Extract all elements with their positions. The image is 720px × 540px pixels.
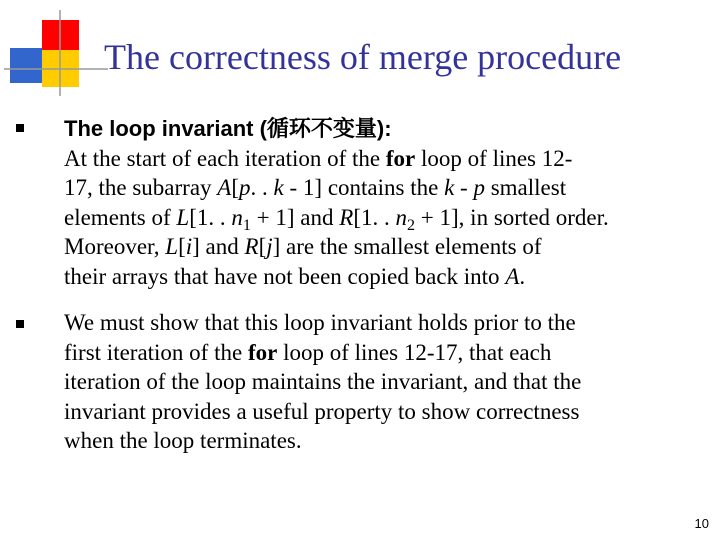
- bullet2-line-3: iteration of the loop maintains the invariant, and that the: [64, 369, 582, 394]
- bullet1-line-1: At the start of each iteration of the for loop of lines 12-: [64, 145, 573, 171]
- bullet-1: [64, 114, 704, 291]
- title-decoration: [0, 0, 110, 100]
- bullet-marker-1: [16, 124, 24, 132]
- bullet1-line-4: Moreover, L[i] and R[j] are the smallest elements of: [64, 234, 542, 259]
- deco-blue-square: [10, 48, 42, 83]
- bullet2-line-1: We must show that this loop invariant holds prior to the: [64, 310, 576, 335]
- bullet1-line-3: elements of L[1. . $n_1 + 1$] and R[1. . $n_2 + 1$], in sorted order.: [64, 204, 609, 234]
- bullet1-line-5: their arrays that have not been copied back into A.: [64, 263, 526, 289]
- bullet1-line-2: 17, the subarray A[p. . k - 1] contains the k - p smallest: [64, 175, 567, 200]
- bullet2-line-4: invariant provides a useful property to show correctness: [64, 398, 580, 424]
- bullet-marker-2: [16, 320, 24, 328]
- loop-invariant-heading: The loop invariant (循环不变量):: [64, 116, 392, 141]
- bullet2-line-2: first iteration of the for loop of lines 12-17, that each: [64, 339, 552, 365]
- slide-title: The correctness of merge procedure: [104, 37, 622, 77]
- bullet-2: [64, 308, 704, 456]
- page-number: 10: [694, 516, 709, 531]
- bullet2-line-5: when the loop terminates.: [64, 428, 302, 453]
